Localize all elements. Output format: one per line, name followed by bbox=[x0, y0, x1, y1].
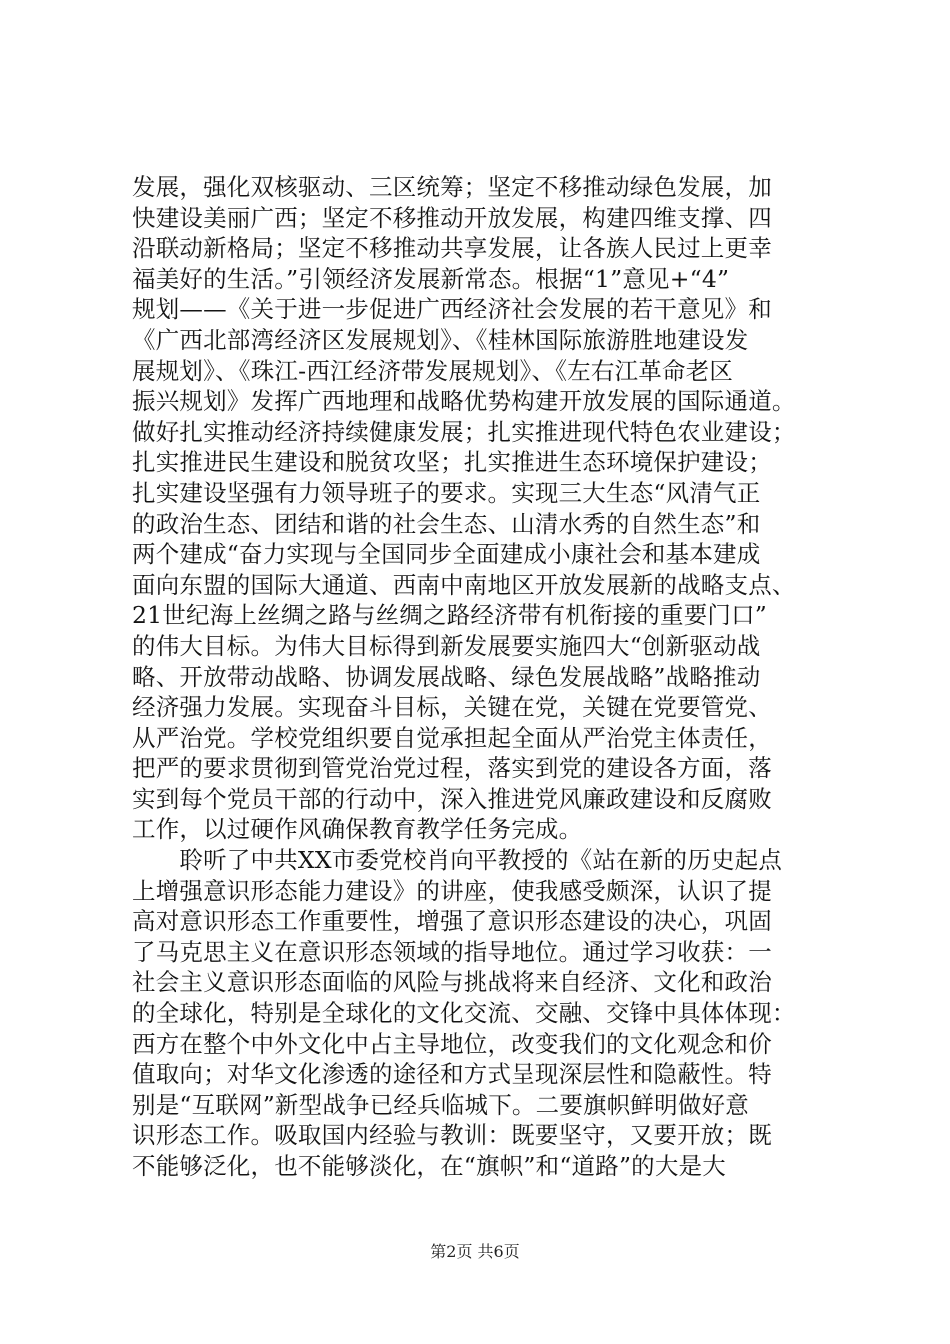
text-line: 识形态工作。吸取国内经验与教训：既要坚守，又要开放；既 bbox=[132, 1121, 772, 1150]
text-line: 别是“互联网”新型战争已经兵临城下。二要旗帜鲜明做好意 bbox=[132, 1090, 749, 1119]
text-line: 了马克思主义在意识形态领域的指导地位。通过学习收获：一 bbox=[132, 937, 772, 966]
text-line: 《广西北部湾经济区发展规划》、《桂林国际旅游胜地建设发 bbox=[132, 325, 749, 354]
text-line: 做好扎实推动经济持续健康发展；扎实推进现代特色农业建设； bbox=[132, 417, 796, 446]
text-line: 略、开放带动战略、协调发展战略、绿色发展战略”战略推动 bbox=[132, 662, 761, 691]
text-line: 沿联动新格局；坚定不移推动共享发展，让各族人民过上更幸 bbox=[132, 234, 772, 263]
text-line: 聆听了中共XX市委党校肖向平教授的《站在新的历史起点 bbox=[132, 846, 783, 875]
text-line: 社会主义意识形态面临的风险与挑战将来自经济、文化和政治 bbox=[132, 968, 772, 997]
text-line: 扎实建设坚强有力领导班子的要求。实现三大生态“风清气正 bbox=[132, 478, 761, 507]
text-line: 工作，以过硬作风确保教育教学任务完成。 bbox=[132, 815, 583, 844]
text-line: 扎实推进民生建设和脱贫攻坚；扎实推进生态环境保护建设； bbox=[132, 448, 772, 477]
text-line: 高对意识形态工作重要性，增强了意识形态建设的决心，巩固 bbox=[132, 907, 772, 936]
text-line: 面向东盟的国际大通道、西南中南地区开放发展新的战略支点、 bbox=[132, 570, 796, 599]
text-line: 的政治生态、团结和谐的社会生态、山清水秀的自然生态”和 bbox=[132, 509, 761, 538]
body-text bbox=[132, 172, 832, 1182]
text-line: 规划——《关于进一步促进广西经济社会发展的若干意见》和 bbox=[132, 295, 772, 324]
text-line: 不能够泛化，也不能够淡化，在“旗帜”和“道路”的大是大 bbox=[132, 1152, 726, 1180]
text-line: 经济强力发展。实现奋斗目标，关键在党，关键在党要管党、 bbox=[132, 693, 772, 722]
text-line: 发展，强化双核驱动、三区统筹；坚定不移推动绿色发展，加 bbox=[132, 173, 772, 201]
text-line: 实到每个党员干部的行动中，深入推进党风廉政建设和反腐败 bbox=[132, 784, 772, 813]
page-footer: 第2页 共6页 bbox=[430, 1242, 520, 1261]
text-line: 从严治党。学校党组织要自觉承担起全面从严治党主体责任， bbox=[132, 723, 772, 752]
text-line: 快建设美丽广西；坚定不移推动开放发展，构建四维支撑、四 bbox=[132, 203, 772, 232]
text-line: 的全球化，特别是全球化的文化交流、交融、交锋中具体体现： bbox=[132, 999, 796, 1028]
text-line: 西方在整个中外文化中占主导地位，改变我们的文化观念和价 bbox=[132, 1029, 772, 1058]
text-line: 福美好的生活。”引领经济发展新常态。根据“1”意见+“4” bbox=[132, 264, 730, 293]
text-line: 值取向；对华文化渗透的途径和方式呈现深层性和隐蔽性。特 bbox=[132, 1060, 772, 1089]
text-line: 两个建成“奋力实现与全国同步全面建成小康社会和基本建成 bbox=[132, 540, 761, 569]
text-line: 展规划》、《珠江-西江经济带发展规划》、《左右江革命老区 bbox=[132, 356, 734, 385]
text-line: 上增强意识形态能力建设》的讲座，使我感受颇深，认识了提 bbox=[132, 876, 772, 905]
text-line: 振兴规划》发挥广西地理和战略优势构建开放发展的国际通道。 bbox=[132, 387, 796, 416]
text-line: 21世纪海上丝绸之路与丝绸之路经济带有机衔接的重要门口” bbox=[132, 601, 768, 630]
text-line: 把严的要求贯彻到管党治党过程，落实到党的建设各方面，落 bbox=[132, 754, 772, 783]
text-line: 的伟大目标。为伟大目标得到新发展要实施四大“创新驱动战 bbox=[132, 631, 761, 660]
